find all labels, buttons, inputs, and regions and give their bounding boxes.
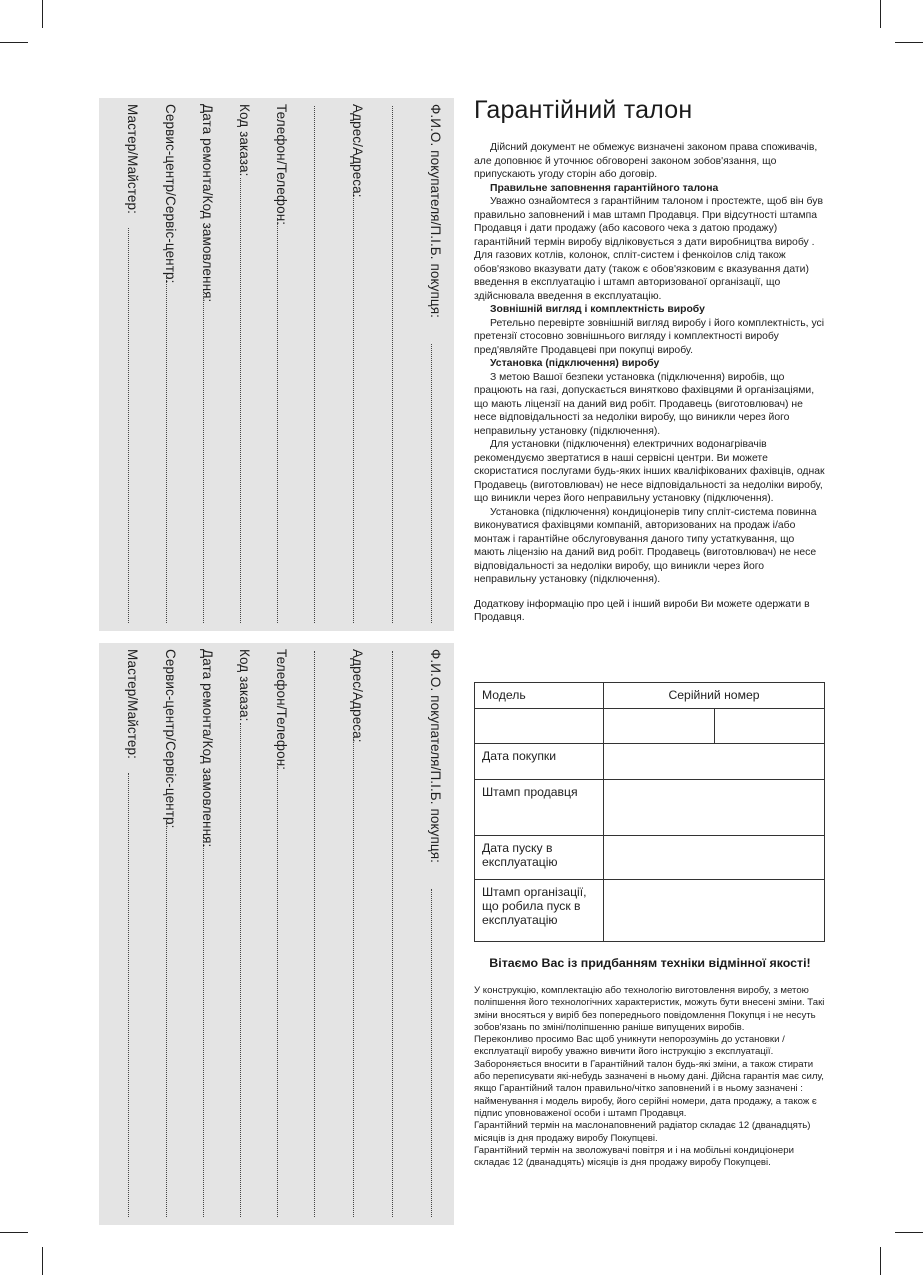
- serial-cell-1[interactable]: [604, 709, 715, 744]
- crop-mark: [0, 1232, 28, 1233]
- coupon-field-master: Мастер/Майстер:: [121, 643, 143, 1225]
- coupon-field-address: Адрес/Адреса:: [346, 643, 368, 1225]
- model-header: Модель: [475, 683, 604, 709]
- org-stamp-cell[interactable]: [604, 880, 825, 942]
- section-paragraph: Установка (підключення) кондиціонерів типу спліт-система повинна виконуватися фахівцями компаній, авторизованих на продаж і/або монтаж і гарантійне обслуговування даного типу устаткування, що мають ліцензію на даний вид робіт. Продавець (виготовлювач) не несе відповідальності за недоліки виробу, що виникли через його неправильну установку (підключення).: [474, 506, 817, 585]
- crop-mark: [895, 42, 923, 43]
- coupon-field-empty: [307, 98, 329, 631]
- section-paragraph: Для установки (підключення) електричних водонагрівачів рекомендуємо звертатися в наші сервісні центри. Ви можете скористатися послугами будь-яких інших кваліфікованих фахівців, однак Продавець (виготовлювач) не несе відповідальності за недоліки виробу, що виникли через його неправильну установку (підключення).: [474, 439, 825, 504]
- coupon-field-empty: [307, 643, 329, 1225]
- warranty-table: [474, 682, 825, 942]
- welcome-heading: Вітаємо Вас із придбанням техніки відмінної якості!: [489, 956, 811, 970]
- seller-stamp-cell[interactable]: [604, 780, 825, 836]
- fine-print-paragraph: Переконливо просимо Вас щоб уникнути непорозумінь до установки / експлуатації виробу уважно вивчити його інструкцію з експлуатації. Забороняється вносити в Гарантійний талон будь-які зміни, а також стирати або переписувати які-небудь зазначені в ньому дані. Дійсна гарантія має силу, якщо Гарантійний талон правильно/чітко заповнений і в ньому зазначені : найменування і модель виробу, його серійні номери, дата продажу, а також є підпис уповноваженої особи і штамп Продавця.: [474, 1034, 824, 1119]
- org-stamp-label: Штамп організації, що робила пуск в експлуатацію: [475, 880, 604, 942]
- coupon-top: [99, 98, 454, 631]
- coupon-field-phone: Телефон/Телефон:: [270, 98, 292, 631]
- coupon-field-name: Ф.И.О. покупателя/П.І.Б. покупця:: [424, 643, 446, 1225]
- coupon-field-order-code: Код заказа:: [233, 643, 255, 1225]
- crop-mark: [880, 0, 881, 28]
- warranty-body: [474, 141, 826, 587]
- model-cell[interactable]: [475, 709, 604, 744]
- seller-stamp-label: Штамп продавця: [475, 780, 604, 836]
- crop-mark: [42, 1247, 43, 1275]
- coupon-field-service-center: Сервис-центр/Сервіс-центр:: [159, 643, 181, 1225]
- extra-info: Додаткову інформацію про цей і інший вироби Ви можете одержати в Продавця.: [474, 598, 810, 623]
- crop-mark: [880, 1247, 881, 1275]
- coupon-field-repair-date: Дата ремонта/Код замовлення:: [196, 98, 218, 631]
- coupon-field-name: Ф.И.О. покупателя/П.І.Б. покупця:: [424, 98, 446, 631]
- coupon-bottom: [99, 643, 454, 1225]
- page-title: Гарантійний талон: [474, 96, 693, 124]
- coupon-field-address-prefill: [385, 98, 407, 631]
- fine-print-paragraph: Гарантійний термін на зволожувачі повітря и і на мобільні кондиціонери складає 12 (дванадцять) місяців із дня продажу виробу Покупцеві.: [474, 1144, 794, 1169]
- intro-paragraph: Дійсний документ не обмежує визначені законом права споживачів, але доповнює й уточнює обговорені законом зобов'язання, що припускають угоду сторін або договір.: [474, 142, 818, 180]
- coupon-field-address-prefill: [385, 643, 407, 1225]
- coupon-field-order-code: Код заказа:: [233, 98, 255, 631]
- section-paragraph: З метою Вашої безпеки установка (підключення) виробів, що працюють на газі, допускається винятково фахівцями й організаціями, що мають ліцензії на даний вид робіт. Продавець (виготовлювач) не несе відповідальності за недоліки виробу, що виникли через його неправильну установку (підключення).: [474, 371, 815, 437]
- serial-cell-2[interactable]: [715, 709, 825, 744]
- section-paragraph: Ретельно перевірте зовнішній вигляд виробу і його комплектність, усі претензії стосовно зовнішнього вигляду і комплектності виробу пред'являйте Продавцеві при покупці виробу.: [474, 317, 825, 356]
- coupon-field-address: Адрес/Адреса:: [346, 98, 368, 631]
- crop-mark: [42, 0, 43, 28]
- purchase-date-cell[interactable]: [604, 744, 825, 780]
- start-date-label: Дата пуску в експлуатацію: [475, 836, 604, 880]
- coupon-field-master: Мастер/Майстер:: [121, 98, 143, 631]
- crop-mark: [895, 1232, 923, 1233]
- fine-print: [474, 985, 826, 1169]
- fine-print-paragraph: Гарантійний термін на маслонаповнений радіатор складає 12 (дванадцять) місяців із дня продажу виробу Покупцеві.: [474, 1120, 811, 1144]
- coupon-field-repair-date: Дата ремонта/Код замовлення:: [196, 643, 218, 1225]
- section-heading: Зовнішній вигляд і комплектність виробу: [490, 304, 705, 315]
- coupon-field-phone: Телефон/Телефон:: [270, 643, 292, 1225]
- crop-mark: [0, 42, 28, 43]
- section-heading: Правильне заповнення гарантійного талона: [490, 182, 719, 194]
- coupon-field-service-center: Сервис-центр/Сервіс-центр:: [159, 98, 181, 631]
- fine-print-paragraph: У конструкцію, комплектацію або технологію виготовлення виробу, з метою поліпшення його технологічних характеристик, можуть бути внесені зміни. Такі зміни вносяться у виріб без попереднього повідомлення Покупця і не несуть зобов'язань по зміні/поліпшенню раніше випущених виробів.: [474, 985, 825, 1033]
- serial-header: Серійний номер: [604, 683, 825, 709]
- purchase-date-label: Дата покупки: [475, 744, 604, 780]
- warranty-text-block: [474, 96, 826, 625]
- section-paragraph: Уважно ознайомтеся з гарантійним талоном і простежте, щоб він був правильно заповнений і мав штамп Продавця. При відсутності штампа Продавця і дати продажу (або касового чека з датою продажу) гарантійний термін виробу відліковується з дати виробництва виробу . Для газових котлів, колонок, спліт-систем і фенкоілов слід також обов'язково вказувати дату (також є обов'язковим є вказування дати) введення в експлуатацію і штамп авторизованої організації, що здійснювала введення в експлуатацію.: [474, 196, 823, 302]
- section-heading: Установка (підключення) виробу: [490, 358, 660, 369]
- start-date-cell[interactable]: [604, 836, 825, 880]
